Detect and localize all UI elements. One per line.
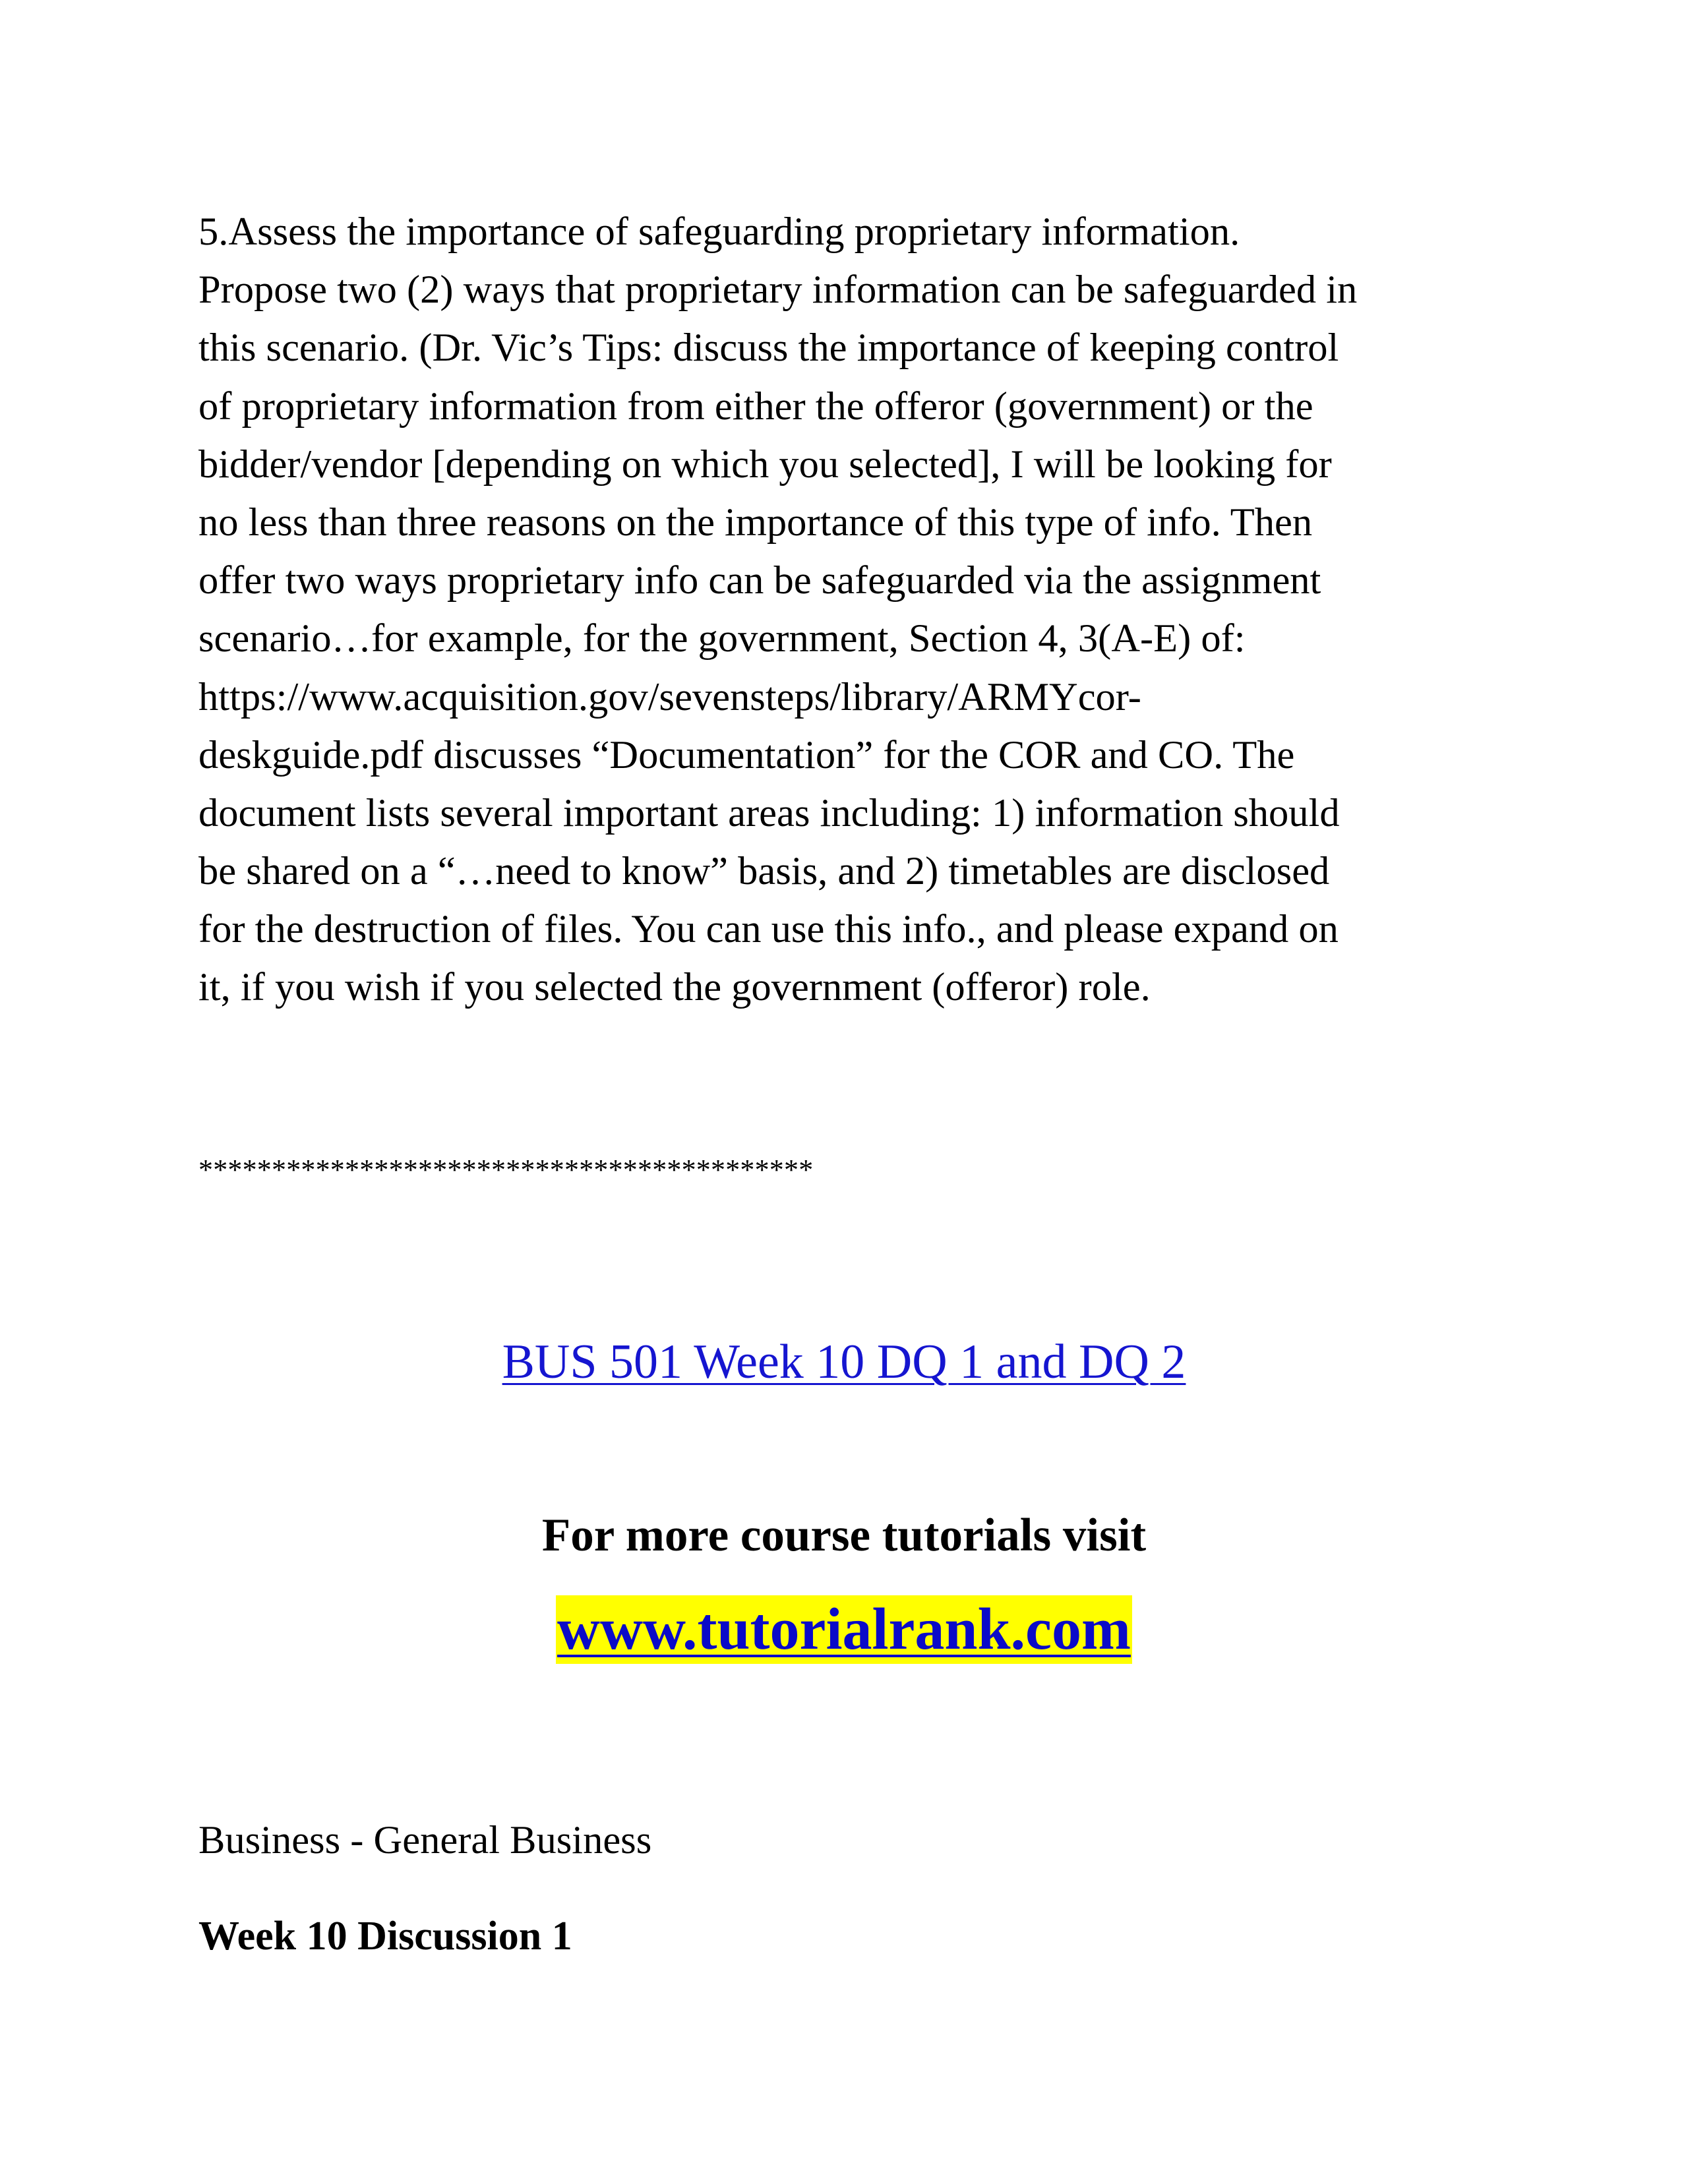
paragraph-line: document lists several important areas including: 1) information should (198, 790, 1340, 835)
paragraph-line: it, if you wish if you selected the government (offeror) role. (198, 965, 1151, 1010)
paragraph-line: of proprietary information from either the offeror (government) or the (198, 384, 1313, 428)
paragraph-line: no less than three reasons on the importance of this type of info. Then (198, 500, 1313, 545)
asterisk-separator: ****************************************** (198, 1154, 814, 1186)
paragraph-line: for the destruction of files. You can use this info., and please expand on (198, 907, 1339, 952)
website-link[interactable]: www.tutorialrank.com (556, 1595, 1132, 1664)
course-link-row (0, 1330, 1688, 1394)
question-paragraph (198, 203, 1517, 1017)
promo-text: For more course tutorials visit (541, 1510, 1147, 1561)
paragraph-line: bidder/vendor [depending on which you selected], I will be looking for (198, 442, 1332, 487)
paragraph-line: offer two ways proprietary info can be safeguarded via the assignment (198, 558, 1321, 603)
paragraph-line: be shared on a “…need to know” basis, and 2) timetables are disclosed (198, 849, 1330, 894)
paragraph-line: this scenario. (Dr. Vic’s Tips: discuss the importance of keeping control (198, 326, 1339, 370)
section-heading: Week 10 Discussion 1 (198, 1914, 572, 1959)
site-link-row (0, 1595, 1688, 1664)
paragraph-line: deskguide.pdf discusses “Documentation” for the COR and CO. The (198, 732, 1295, 777)
paragraph-line: Propose two (2) ways that proprietary information can be safeguarded in (198, 268, 1358, 312)
paragraph-line: 5.Assess the importance of safeguarding proprietary information. (198, 210, 1240, 254)
paragraph-line: scenario…for example, for the government, Section 4, 3(A-E) of: (198, 616, 1246, 661)
course-title-link[interactable]: BUS 501 Week 10 DQ 1 and DQ 2 (502, 1335, 1186, 1389)
paragraph-line: https://www.acquisition.gov/sevensteps/library/ARMYcor- (198, 674, 1141, 719)
category-label: Business - General Business (198, 1818, 652, 1862)
